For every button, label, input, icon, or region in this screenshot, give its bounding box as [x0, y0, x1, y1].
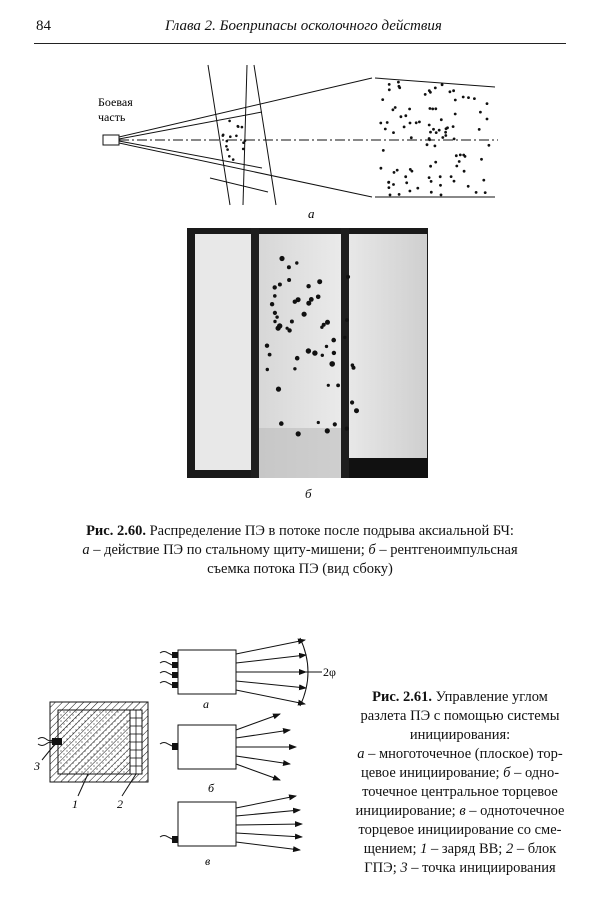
xray-dot: [321, 354, 324, 357]
fragment-dot: [430, 180, 433, 183]
fragment-dot: [482, 179, 485, 182]
fragment-dot: [434, 161, 437, 164]
xray-dot: [273, 285, 277, 289]
fig260-sub-a: а: [308, 206, 315, 221]
xray-dot: [322, 323, 326, 327]
xray-dot: [325, 428, 330, 433]
fragment-dot: [398, 193, 401, 196]
fig261-sub-b: б: [208, 781, 215, 795]
fragment-dot: [387, 181, 390, 184]
fragment-dot: [416, 187, 419, 190]
xray-dot: [273, 294, 277, 298]
xray-photo: [187, 228, 428, 478]
fig260-sub-b: б: [305, 486, 312, 501]
fragment-dot: [453, 180, 456, 183]
warhead-body: [103, 135, 119, 145]
xray-dot: [278, 283, 282, 287]
fragment-dot: [428, 124, 431, 127]
fragment-dot: [438, 129, 441, 132]
fragment-dot: [396, 169, 399, 172]
fragment-dot: [228, 120, 231, 123]
fig261-caption: Рис. 2.61. Управление углом разлета ПЭ с помощью системы инициирования: а – многоточечное (плоское) тор- цевое инициирование; б – одно- точечное центральное торцевое инициирование; в – одноточечное торцевое инициирование со сме- щением; 1 – заряд ВВ; 2 – блок ГПЭ; 3 – точка инициирования: [355, 689, 565, 876]
fragment-dot: [400, 115, 403, 118]
fragment-dot: [434, 107, 437, 110]
plane-base: [210, 178, 268, 192]
fragment-dot: [453, 138, 456, 141]
fragment-dot: [454, 113, 457, 116]
fragment-dot: [229, 135, 232, 138]
xray-dot: [350, 400, 354, 404]
xray-dot: [265, 344, 269, 348]
fragment-dot: [444, 134, 447, 137]
fragment-dot: [232, 158, 235, 161]
xray-dot: [266, 368, 269, 371]
fragment-dot: [392, 131, 395, 134]
fragment-dot: [440, 118, 443, 121]
fragment-dot: [449, 90, 452, 93]
xray-dot: [286, 327, 289, 330]
fragment-dot: [478, 128, 481, 131]
xray-dot: [287, 278, 291, 282]
fragment-dot: [241, 126, 244, 129]
warhead-label-line2: часть: [98, 110, 126, 124]
xray-dot: [345, 427, 349, 431]
fragment-dot: [404, 114, 407, 117]
fragment-dot: [428, 89, 431, 92]
fragment-dot: [458, 160, 461, 163]
label-3: 3: [34, 759, 40, 773]
fig260-caption: Рис. 2.60. Распределение ПЭ в потоке после подрыва аксиальной БЧ: а – действие ПЭ по стальному щиту-мишени; б – рентгеноимпульсная съемка потока ПЭ (вид сбоку): [82, 523, 518, 577]
fragment-dot: [392, 108, 395, 111]
xray-dot: [295, 261, 298, 264]
fragment-dot: [392, 183, 395, 186]
fragment-dot: [235, 135, 238, 138]
fragment-dot: [434, 145, 437, 148]
page-number: 84: [36, 18, 51, 34]
fragment-dot: [463, 170, 466, 173]
fragment-dot: [428, 176, 431, 179]
fragment-dot: [484, 191, 487, 194]
xray-dot: [295, 356, 300, 361]
xray-dot: [277, 323, 282, 328]
fragment-dot: [429, 165, 432, 168]
ray-lower-outer: [119, 143, 372, 197]
fragment-dots: [222, 81, 491, 197]
plane-2: [243, 65, 247, 205]
xray-dot: [317, 279, 322, 284]
fragment-dot: [479, 111, 482, 114]
config-v: [160, 796, 302, 850]
fragment-dot: [430, 191, 433, 194]
xray-dot: [312, 350, 317, 355]
fragment-dot: [228, 155, 231, 158]
fragment-dot: [415, 121, 418, 124]
fragment-dot: [386, 121, 389, 124]
fragment-dot: [225, 145, 228, 148]
fragment-dot: [446, 126, 449, 129]
fragment-dot: [379, 122, 382, 125]
fragment-dot: [394, 106, 397, 109]
fragment-dot: [404, 175, 407, 178]
xray-dot: [332, 351, 336, 355]
xray-dot: [346, 275, 350, 279]
fragment-dot: [428, 137, 431, 140]
fragment-dot: [226, 140, 229, 143]
xray-dot: [351, 363, 355, 367]
fragment-dot: [226, 148, 229, 151]
fragment-dot: [473, 97, 476, 100]
xray-dot: [296, 431, 301, 436]
label-2: 2: [117, 797, 123, 811]
xray-dot: [279, 421, 284, 426]
xray-rod-right: [341, 228, 349, 478]
xray-dot: [268, 353, 272, 357]
fragment-dot: [403, 126, 406, 129]
fragment-dot: [434, 87, 437, 90]
fragment-dot: [244, 139, 247, 142]
xray-dot: [273, 320, 276, 323]
ray-lower-inner: [119, 141, 262, 168]
fragment-dot: [242, 141, 245, 144]
fragment-dot: [441, 136, 444, 139]
xray-dot: [336, 384, 340, 388]
xray-dot: [293, 300, 297, 304]
fragment-dot: [455, 154, 458, 157]
xray-dot: [275, 315, 278, 318]
xray-dot: [293, 367, 296, 370]
xray-rod-left: [251, 228, 259, 478]
xray-dot: [325, 345, 328, 348]
chapter-title: Глава 2. Боеприпасы осколочного действия: [165, 18, 442, 34]
fragment-dot: [467, 96, 470, 99]
xray-dot: [306, 348, 311, 353]
fig260a-diagram: [0, 60, 600, 225]
xray-dot: [316, 295, 321, 300]
fragment-dot: [381, 98, 384, 101]
fragment-dot: [408, 108, 411, 111]
xray-dot: [279, 256, 284, 261]
fragment-dot: [444, 131, 447, 134]
fragment-dot: [389, 194, 392, 197]
fragment-dot: [222, 134, 225, 137]
fragment-dot: [439, 175, 442, 178]
xray-dot: [287, 265, 291, 269]
target-top-edge: [375, 78, 495, 87]
fig261-diagram: [0, 630, 360, 870]
xray-dot: [273, 311, 277, 315]
fragment-dot: [393, 171, 396, 174]
plane-3: [254, 65, 276, 205]
xray-dot: [325, 320, 330, 325]
xray-dot: [306, 284, 310, 288]
fig261-sub-a: а: [203, 697, 209, 711]
fragment-dot: [459, 154, 462, 157]
fragment-dot: [455, 165, 458, 168]
config-a: [160, 638, 322, 706]
xray-dot: [290, 320, 294, 324]
angle-label: 2φ: [323, 665, 336, 679]
xray-dot: [333, 422, 337, 426]
fragment-dot: [452, 125, 455, 128]
fragment-dot: [429, 131, 432, 134]
label-1: 1: [72, 797, 78, 811]
xray-dot: [331, 338, 336, 343]
fragment-dot: [439, 184, 442, 187]
fragment-dot: [388, 83, 391, 86]
fragment-dot: [441, 83, 444, 86]
fragment-dot: [486, 118, 489, 121]
charge-cross-section: [38, 702, 148, 796]
xray-dot: [276, 387, 281, 392]
warhead-label-line1: Боевая: [98, 95, 133, 109]
fragment-dot: [397, 81, 400, 84]
fragment-dot: [432, 128, 435, 131]
fragment-dot: [424, 93, 427, 96]
fragment-dot: [462, 96, 465, 99]
fragment-dot: [388, 186, 391, 189]
xray-dot: [327, 384, 330, 387]
fragment-dot: [388, 88, 391, 91]
fragment-dot: [242, 148, 245, 151]
xray-dot: [343, 336, 346, 339]
xray-dot: [329, 361, 335, 367]
fragment-dot: [410, 136, 413, 139]
header-rule: [34, 43, 566, 44]
xray-dot: [302, 312, 307, 317]
fragment-dot: [486, 102, 489, 105]
ray-upper-inner: [119, 112, 262, 139]
fragment-dot: [429, 107, 432, 110]
fragment-dot: [380, 167, 383, 170]
fragment-dot: [440, 194, 443, 197]
fragment-dot: [431, 108, 434, 111]
fragment-dot: [418, 121, 421, 124]
fragment-dot: [426, 143, 429, 146]
xray-dot: [270, 302, 274, 306]
fragment-dot: [384, 128, 387, 131]
fragment-dot: [480, 158, 483, 161]
fragment-dot: [467, 185, 470, 188]
fragment-dot: [382, 149, 385, 152]
fragment-dot: [409, 168, 412, 171]
fragment-dot: [237, 125, 240, 128]
xray-dot: [306, 301, 311, 306]
fragment-dot: [462, 154, 465, 157]
fragment-dot: [435, 131, 438, 134]
plane-1: [208, 65, 230, 205]
xray-dot: [345, 318, 349, 322]
fragment-dot: [405, 181, 408, 184]
fragment-dot: [454, 99, 457, 102]
fragment-dot: [452, 89, 455, 92]
fragment-dot: [475, 191, 478, 194]
config-b: [160, 714, 296, 780]
fragment-dot: [409, 122, 412, 125]
fragment-dot: [398, 85, 401, 88]
fragment-dot: [450, 175, 453, 178]
fragment-dot: [488, 144, 491, 147]
fig261-sub-v: в: [205, 854, 211, 868]
xray-dot: [354, 408, 359, 413]
fragment-dot: [409, 190, 412, 193]
xray-dot: [317, 421, 320, 424]
